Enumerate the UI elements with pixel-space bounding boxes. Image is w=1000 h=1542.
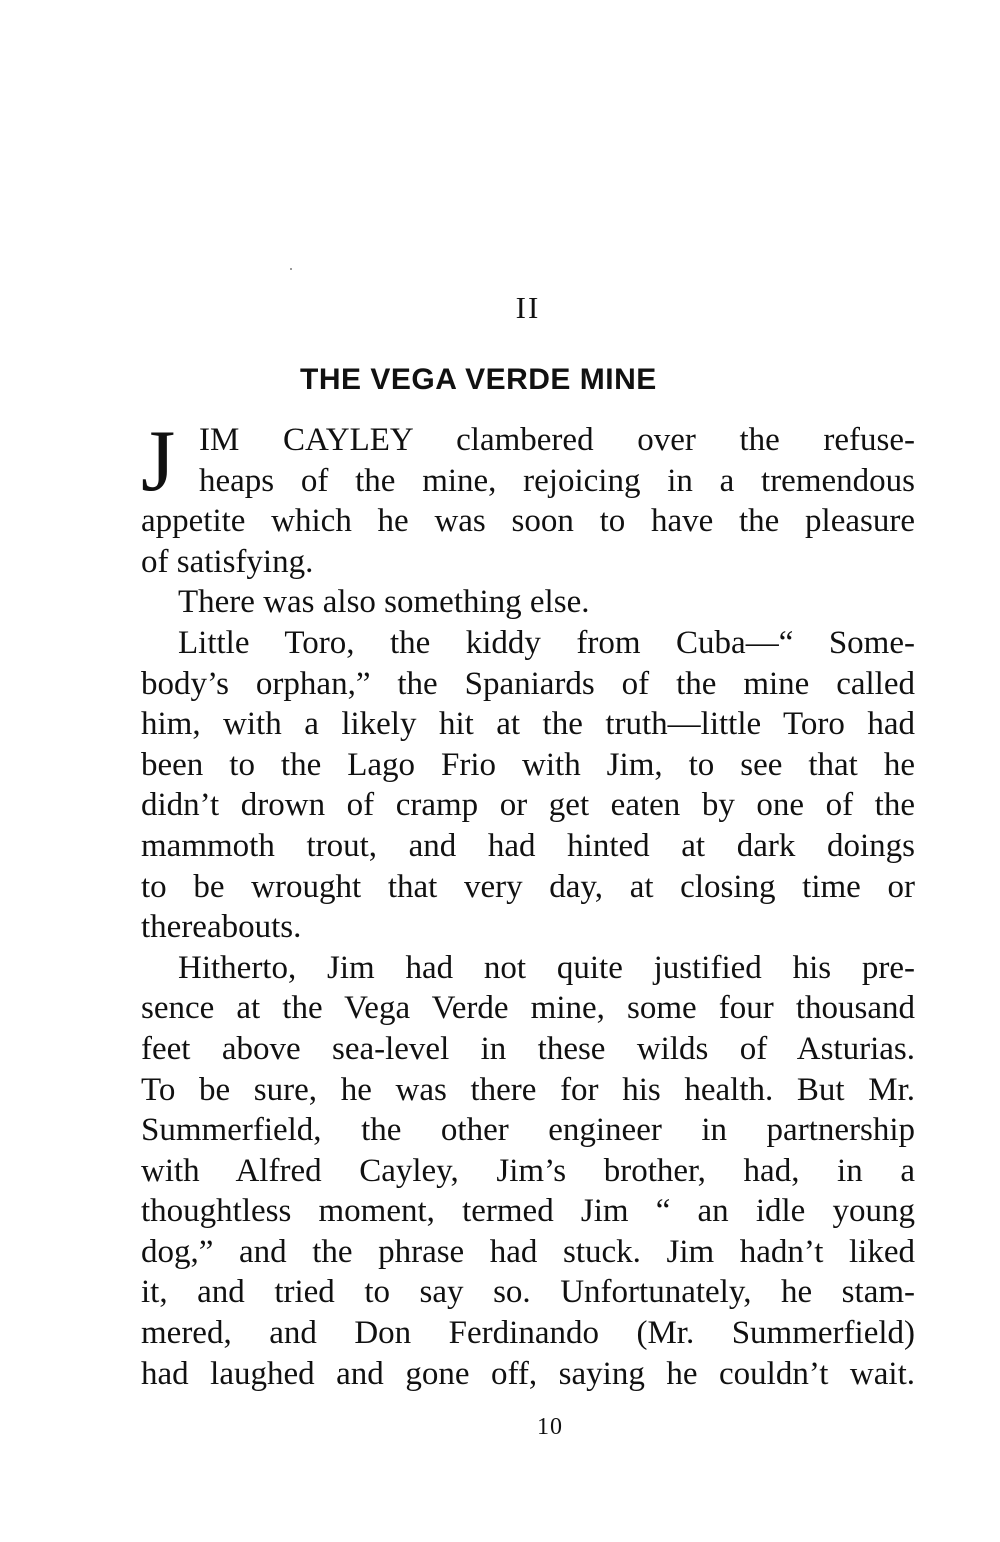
text-line: Summerfield, the other engineer in partnership [141, 1112, 915, 1149]
text-line: didn’t drown of cramp or get eaten by one of the [141, 787, 915, 824]
chapter-title: THE VEGA VERDE MINE [300, 363, 657, 396]
text-line: Little Toro, the kiddy from Cuba—“ Some- [178, 624, 915, 661]
text-line: To be sure, he was there for his health. But Mr. [141, 1071, 915, 1108]
text-line: There was also something else. [178, 584, 590, 621]
text-line: him, with a likely hit at the truth—little Toro had [141, 706, 915, 743]
text-line: mered, and Don Ferdinando (Mr. Summerfield) [141, 1315, 915, 1352]
text-line: thereabouts. [141, 909, 302, 946]
text-line: body’s orphan,” the Spaniards of the mine called [141, 665, 915, 702]
drop-cap: J [141, 413, 176, 510]
text-line: of satisfying. [141, 543, 314, 580]
text-line: feet above sea-level in these wilds of Asturias. [141, 1030, 915, 1067]
text-line: IM CAYLEY clambered over the refuse- [199, 422, 915, 458]
text-line: dog,” and the phrase had stuck. Jim hadn’t liked [141, 1233, 915, 1270]
text-line: with Alfred Cayley, Jim’s brother, had, in a [141, 1152, 915, 1189]
chapter-number: II [515, 290, 541, 325]
opening-paragraph [141, 413, 915, 510]
body-text [141, 413, 915, 1394]
text-line: heaps of the mine, rejoicing in a tremendous [199, 462, 915, 499]
text-line: had laughed and gone off, saying he couldn’t wait. [141, 1355, 915, 1392]
text-line: it, and tried to say so. Unfortunately, he stam- [141, 1274, 915, 1311]
text-line: mammoth trout, and had hinted at dark doings [141, 827, 915, 864]
page-number: 10 [537, 1414, 563, 1440]
text-line: sence at the Vega Verde mine, some four thousand [141, 990, 915, 1027]
text-line: thoughtless moment, termed Jim “ an idle young [141, 1193, 915, 1230]
paper-speck [290, 268, 292, 270]
text-line: to be wrought that very day, at closing time or [141, 868, 915, 905]
text-line: Hitherto, Jim had not quite justified his pre- [178, 949, 915, 986]
text-line: been to the Lago Frio with Jim, to see that he [141, 746, 915, 783]
text-line: appetite which he was soon to have the pleasure [141, 503, 915, 540]
